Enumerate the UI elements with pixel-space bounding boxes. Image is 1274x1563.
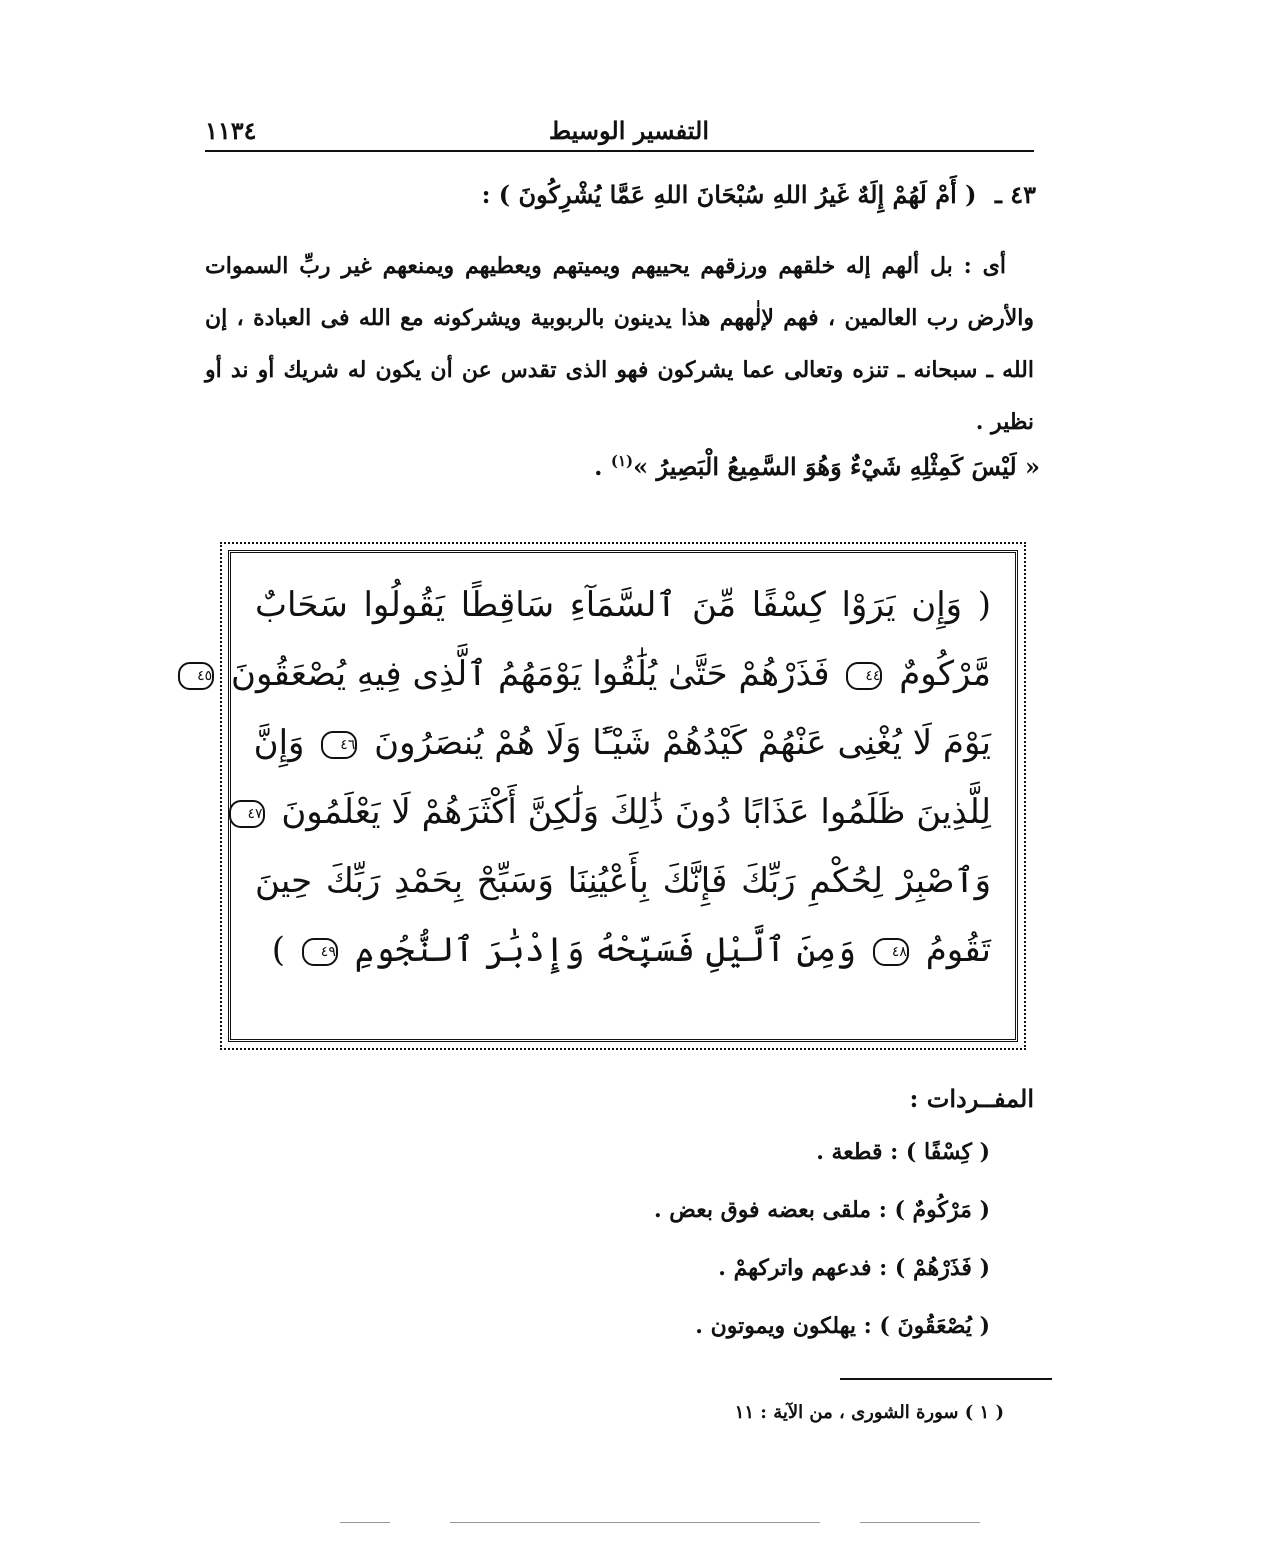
header-rule (205, 150, 1034, 152)
vocabulary-item: ( فَذَرْهُمْ ) : فدعهم واتركهمْ . (718, 1255, 990, 1281)
page-header (205, 112, 1034, 152)
vocabulary-list (654, 1132, 990, 1364)
footnote-rule (840, 1378, 1052, 1380)
scan-artifact (340, 1522, 390, 1523)
quran-text (197, 571, 991, 985)
verse-heading (216, 180, 1036, 209)
running-title: التفسير الوسيط (548, 116, 709, 145)
scan-artifact (860, 1522, 980, 1523)
quote-text: « لَيْسَ كَمِثْلِهِ شَيْءٌ وَهُوَ السَّمِيعُ الْبَصِيرُ » (633, 452, 1040, 481)
verse-number: ٤٣ ـ (994, 180, 1036, 209)
vocabulary-item: ( كِسْفًا ) : قطعة . (816, 1139, 990, 1165)
quote-end: . (594, 452, 603, 481)
ayah-line: ( وَإِن يَرَوْا كِسْفًا مِّنَ ٱلسَّمَآءِ سَاقِطًا يَقُولُوا سَحَابٌ (255, 585, 991, 625)
quote-line (570, 452, 1040, 481)
ayah-line: يَوْمَ لَا يُغْنِى عَنْهُمْ كَيْدُهُمْ شَيْـًٔا وَلَا هُمْ يُنصَرُونَ ٤٦ وَإِنَّ (253, 723, 991, 763)
vocabulary-item: ( يُصْعَقُونَ ) : يهلكون ويموتون . (695, 1313, 990, 1339)
ayah-number-marker: ٤٩ (302, 938, 338, 966)
ayah-line: مَّرْكُومٌ ٤٤ فَذَرْهُمْ حَتَّىٰ يُلَٰقُوا يَوْمَهُمُ ٱلَّذِى فِيهِ يُصْعَقُونَ ٤٥ (255, 640, 991, 709)
explanation-paragraph (205, 240, 1034, 448)
vocabulary-item: ( مَرْكُومٌ ) : ملقى بعضه فوق بعض . (653, 1197, 990, 1223)
ayah-line: تَقُومُ ٤٨ وَمِنَ ٱلَّيْلِ فَسَبِّحْهُ وَإِدْبَٰرَ ٱلنُّجُومِ ٤٩ ) (271, 930, 991, 970)
ayah-line: وَٱصْبِرْ لِحُكْمِ رَبِّكَ فَإِنَّكَ بِأَعْيُنِنَا وَسَبِّحْ بِحَمْدِ رَبِّكَ حِينَ (255, 861, 991, 901)
ayah-number-marker: ٤٦ (321, 731, 357, 759)
explanation-text: أى : بل ألهم إله خلقهم ورزقهم يحييهم ويميتهم ويعطيهم ويمنعهم غير ربِّ السموات والأرض رب العالمين ، فهم لإلٰههم هذا يدينون بالربوبية ويشركونه مع الله فى العبادة ، إن الله ـ سبحانه ـ تنزه وتعالى عما يشركون فهو الذى تقدس عن أن يكون له شريك أو ند أو نظير . (205, 253, 1034, 435)
ayah-number-marker: ٤٨ (873, 938, 909, 966)
ayah-number-marker: ٤٧ (229, 800, 265, 828)
ayah-number-marker: ٤٥ (178, 662, 214, 690)
footnote: ( ١ ) سورة الشورى ، من الآية : ١١ (734, 1402, 1004, 1423)
ayah-number-marker: ٤٤ (846, 662, 882, 690)
vocabulary-heading: المفــردات : (909, 1084, 1034, 1113)
scan-artifact (450, 1522, 820, 1523)
footnote-reference: (١) (610, 452, 634, 470)
ayah-line: لِلَّذِينَ ظَلَمُوا عَذَابًا دُونَ ذَٰلِكَ وَلَٰكِنَّ أَكْثَرَهُمْ لَا يَعْلَمُونَ ٤٧ (255, 778, 991, 847)
quran-frame (197, 550, 1018, 1042)
verse-text: ( أَمْ لَهُمْ إِلَهٌ غَيرُ اللهِ سُبْحَانَ اللهِ عَمَّا يُشْرِكُونَ ) : (481, 180, 977, 209)
page-number: ١١٣٤ (205, 116, 257, 145)
